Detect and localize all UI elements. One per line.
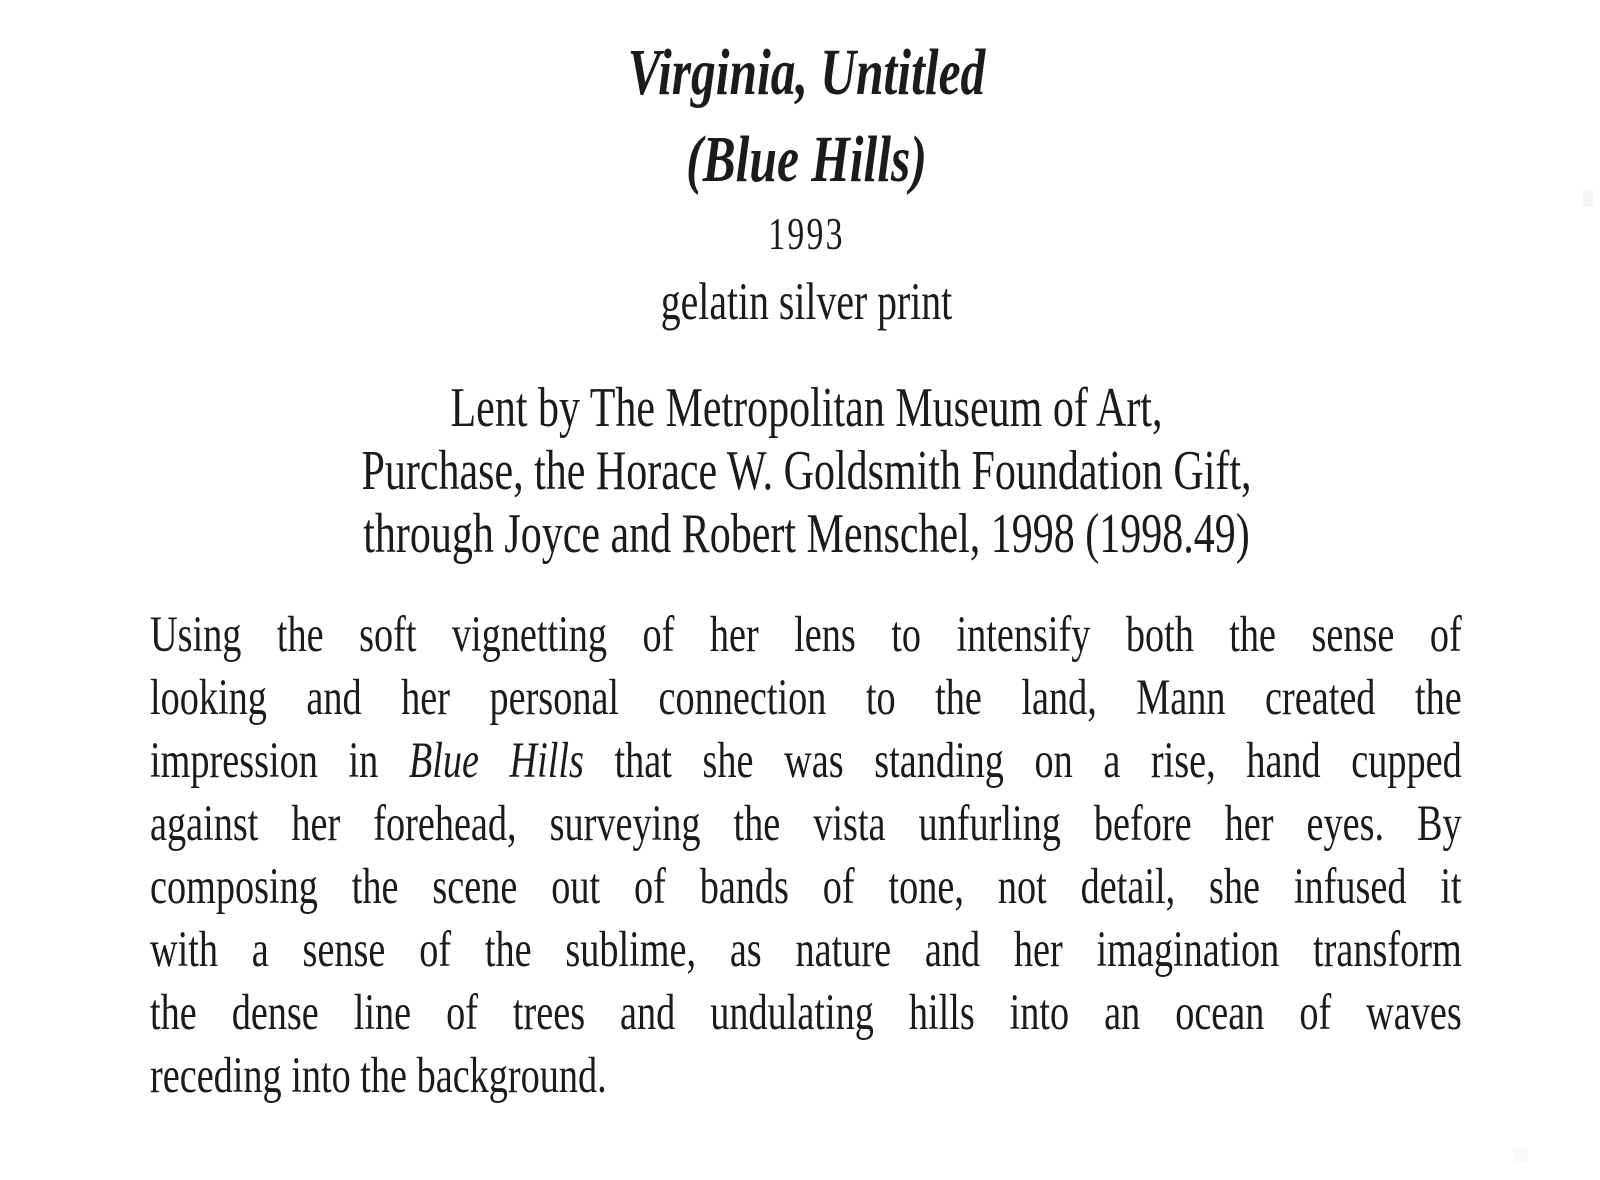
word: as bbox=[729, 921, 762, 978]
word: it bbox=[1440, 858, 1462, 915]
word: in bbox=[348, 732, 379, 789]
artwork-title-line-2: (Blue Hills) bbox=[686, 123, 927, 196]
description-line bbox=[150, 1047, 1462, 1104]
word: trees bbox=[512, 984, 586, 1041]
word: Using bbox=[150, 606, 242, 663]
artwork-medium: gelatin silver print bbox=[660, 273, 953, 331]
word: the bbox=[150, 984, 197, 1041]
word: undulating bbox=[710, 984, 874, 1041]
description-line bbox=[150, 858, 1462, 915]
word: a bbox=[251, 921, 269, 978]
word: a bbox=[1103, 732, 1121, 789]
word: lens bbox=[794, 606, 856, 663]
word: Mann bbox=[1136, 669, 1226, 726]
credit-line-2: Purchase, the Horace W. Goldsmith Foundation Gift, bbox=[361, 440, 1252, 502]
word: eyes. bbox=[1306, 795, 1385, 852]
word: sense bbox=[1311, 606, 1395, 663]
word: sense bbox=[302, 921, 386, 978]
word: the bbox=[1414, 669, 1462, 726]
word: of bbox=[822, 858, 855, 915]
word: hills bbox=[908, 984, 975, 1041]
description-line bbox=[150, 921, 1462, 978]
word: waves bbox=[1366, 984, 1462, 1041]
word: rise, bbox=[1150, 732, 1216, 789]
word: vignetting bbox=[451, 606, 608, 663]
credit-line-1: Lent by The Metropolitan Museum of Art, bbox=[450, 377, 1163, 439]
word: the bbox=[351, 858, 399, 915]
word: cupped bbox=[1351, 732, 1462, 789]
word: soft bbox=[359, 606, 417, 663]
word: hand bbox=[1246, 732, 1321, 789]
word: dense bbox=[231, 984, 319, 1041]
word: created bbox=[1265, 669, 1376, 726]
description-line bbox=[150, 984, 1462, 1041]
word: to bbox=[891, 606, 922, 663]
word: into bbox=[1009, 984, 1070, 1041]
word: ocean bbox=[1175, 984, 1265, 1041]
word: intensify bbox=[956, 606, 1091, 663]
word: land, bbox=[1021, 669, 1097, 726]
word: out bbox=[551, 858, 601, 915]
inline-work-title-word: Hills bbox=[509, 732, 584, 789]
word: her bbox=[401, 669, 450, 726]
word: her bbox=[1224, 795, 1274, 852]
word: and bbox=[924, 921, 981, 978]
word: she bbox=[702, 732, 754, 789]
word: before bbox=[1093, 795, 1192, 852]
word: of bbox=[446, 984, 478, 1041]
word: vista bbox=[813, 795, 886, 852]
word: against bbox=[150, 795, 259, 852]
word: and bbox=[620, 984, 676, 1041]
word: transform bbox=[1312, 921, 1462, 978]
word: surveying bbox=[549, 795, 701, 852]
word: the bbox=[484, 921, 532, 978]
word: bands bbox=[699, 858, 789, 915]
word: of bbox=[419, 921, 452, 978]
word: an bbox=[1104, 984, 1141, 1041]
word: forehead, bbox=[373, 795, 517, 852]
word: nature bbox=[795, 921, 892, 978]
word: impression bbox=[150, 732, 318, 789]
word: detail, bbox=[1080, 858, 1176, 915]
description-text: receding into the background. bbox=[150, 1047, 607, 1104]
inline-work-title-word: Blue bbox=[408, 732, 479, 789]
description-line bbox=[150, 606, 1462, 663]
artwork-year: 1993 bbox=[768, 209, 845, 259]
word: the bbox=[1229, 606, 1277, 663]
scan-artifact bbox=[1513, 1147, 1528, 1162]
word: she bbox=[1209, 858, 1260, 915]
word: the bbox=[935, 669, 982, 726]
credit-line-3: through Joyce and Robert Menschel, 1998 (1998.49) bbox=[363, 503, 1250, 565]
word: of bbox=[1299, 984, 1332, 1041]
word: the bbox=[276, 606, 324, 663]
word: personal bbox=[489, 669, 620, 726]
word: looking bbox=[150, 669, 267, 726]
word: sublime, bbox=[565, 921, 697, 978]
word: and bbox=[306, 669, 362, 726]
scan-artifact bbox=[1583, 190, 1593, 207]
word: By bbox=[1417, 795, 1462, 852]
word: with bbox=[150, 921, 219, 978]
word: that bbox=[614, 732, 672, 789]
description-line bbox=[150, 732, 1462, 789]
word: scene bbox=[432, 858, 518, 915]
word: both bbox=[1125, 606, 1194, 663]
description-line bbox=[150, 795, 1462, 852]
word: of bbox=[642, 606, 675, 663]
word: the bbox=[733, 795, 781, 852]
word: of bbox=[1429, 606, 1462, 663]
word: imagination bbox=[1096, 921, 1280, 978]
word: unfurling bbox=[918, 795, 1061, 852]
word: infused bbox=[1293, 858, 1407, 915]
description-line bbox=[150, 669, 1462, 726]
word: her bbox=[1013, 921, 1063, 978]
word: not bbox=[997, 858, 1047, 915]
word: composing bbox=[150, 858, 318, 915]
word: of bbox=[633, 858, 666, 915]
word: line bbox=[353, 984, 412, 1041]
word: tone, bbox=[888, 858, 964, 915]
word: her bbox=[291, 795, 341, 852]
word: her bbox=[709, 606, 759, 663]
word: was bbox=[784, 732, 844, 789]
artwork-title-line-1: Virginia, Untitled bbox=[627, 36, 986, 109]
word: to bbox=[865, 669, 896, 726]
word: connection bbox=[658, 669, 827, 726]
word: standing bbox=[874, 732, 1004, 789]
word: on bbox=[1034, 732, 1073, 789]
